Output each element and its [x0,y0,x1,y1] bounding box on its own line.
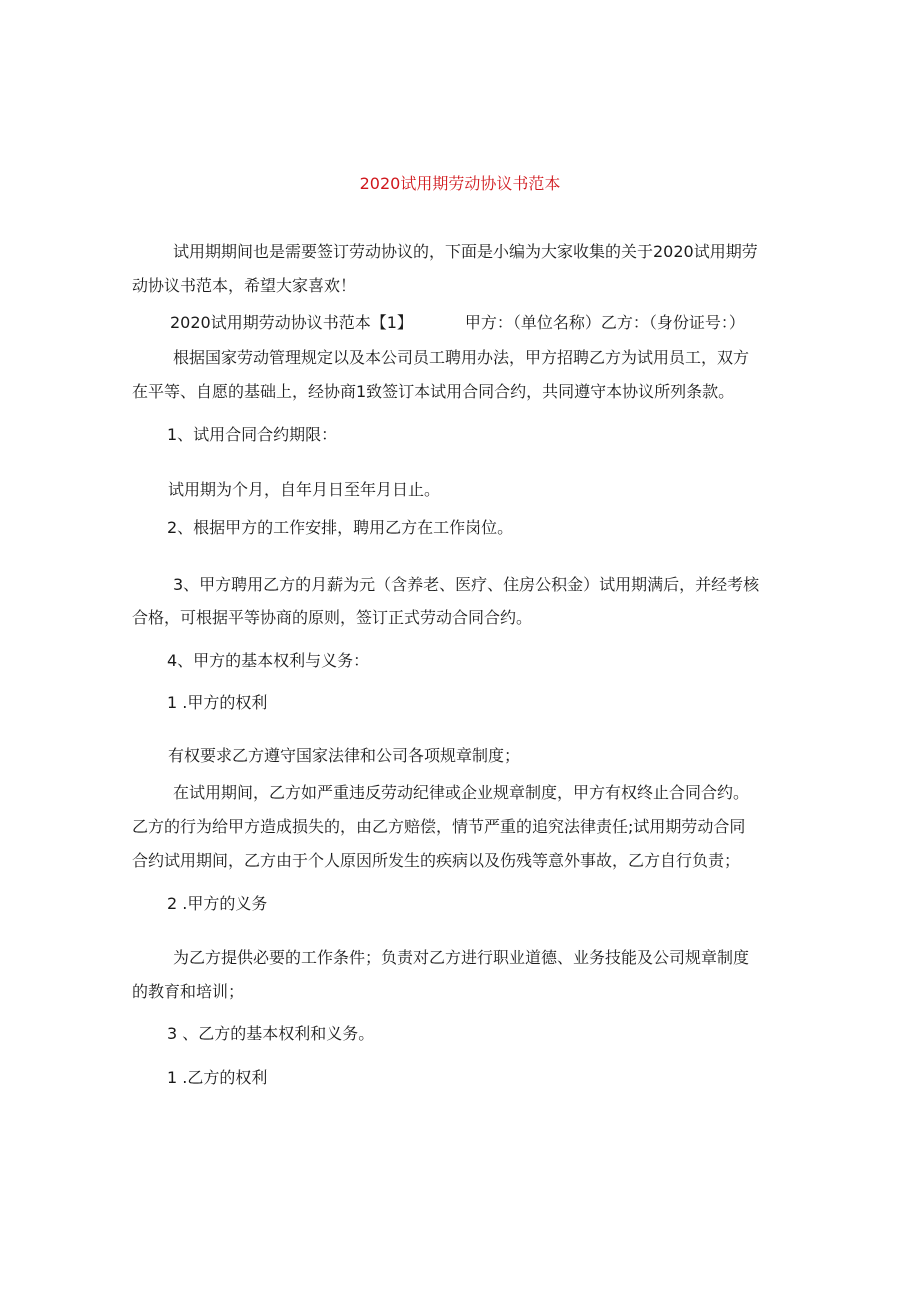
paragraph-1-line-1: 根据国家劳动管理规定以及本公司员工聘用办法，甲方招聘乙方为试用员工，双方 [173,348,750,367]
clause-4: 4、甲方的基本权利与义务： [167,651,370,670]
sub-clause-2-body-line-1: 为乙方提供必要的工作条件；负责对乙方进行职业道德、业务技能及公司规章制度 [173,948,750,967]
sub-clause-1-body-2-line-2: 乙方的行为给甲方造成损失的，由乙方赔偿，情节严重的追究法律责任;试用期劳动合同 [132,817,746,836]
sub-clause-1-body-1: 有权要求乙方遵守国家法律和公司各项规章制度； [168,746,521,765]
section-heading [170,313,745,333]
clause-3-line-2: 合格，可根据平等协商的原则，签订正式劳动合同合约。 [132,608,533,627]
document-title: 2020试用期劳动协议书范本 [359,174,561,193]
clause-2: 2、根据甲方的工作安排，聘用乙方在工作岗位。 [167,518,514,537]
sub-clause-2: 2 .甲方的义务 [167,894,268,913]
clause-5: 3 、乙方的基本权利和义务。 [167,1024,375,1043]
sub-clause-1-body-2-line-3: 合约试用期间，乙方由于个人原因所发生的疾病以及伤残等意外事故，乙方自行负责； [132,851,741,870]
clause-3-line-1: 3、甲方聘用乙方的月薪为元（含养老、医疗、住房公积金）试用期满后，并经考核 [173,575,760,594]
section-heading-title: 2020试用期劳动协议书范本【1】 [170,313,413,332]
sub-clause-2-body-line-2: 的教育和培训； [132,982,245,1001]
intro-line-1: 试用期期间也是需要签订劳动协议的，下面是小编为大家收集的关于2020试用期劳 [173,242,758,261]
intro-line-2: 动协议书范本，希望大家喜欢！ [132,276,357,295]
paragraph-1-line-2: 在平等、自愿的基础上，经协商1致签订本试用合同合约，共同遵守本协议所列条款。 [132,382,735,401]
sub-clause-1-body-2-line-1: 在试用期间，乙方如严重违反劳动纪律或企业规章制度，甲方有权终止合同合约。 [173,783,750,802]
section-heading-parties: 甲方：（单位名称）乙方：（身份证号：） [464,313,745,332]
sub-clause-1: 1 .甲方的权利 [167,693,268,712]
sub-clause-3: 1 .乙方的权利 [167,1068,268,1087]
clause-1-body: 试用期为个月，自年月日至年月日止。 [168,480,441,499]
clause-1: 1、试用合同合约期限： [167,425,338,444]
